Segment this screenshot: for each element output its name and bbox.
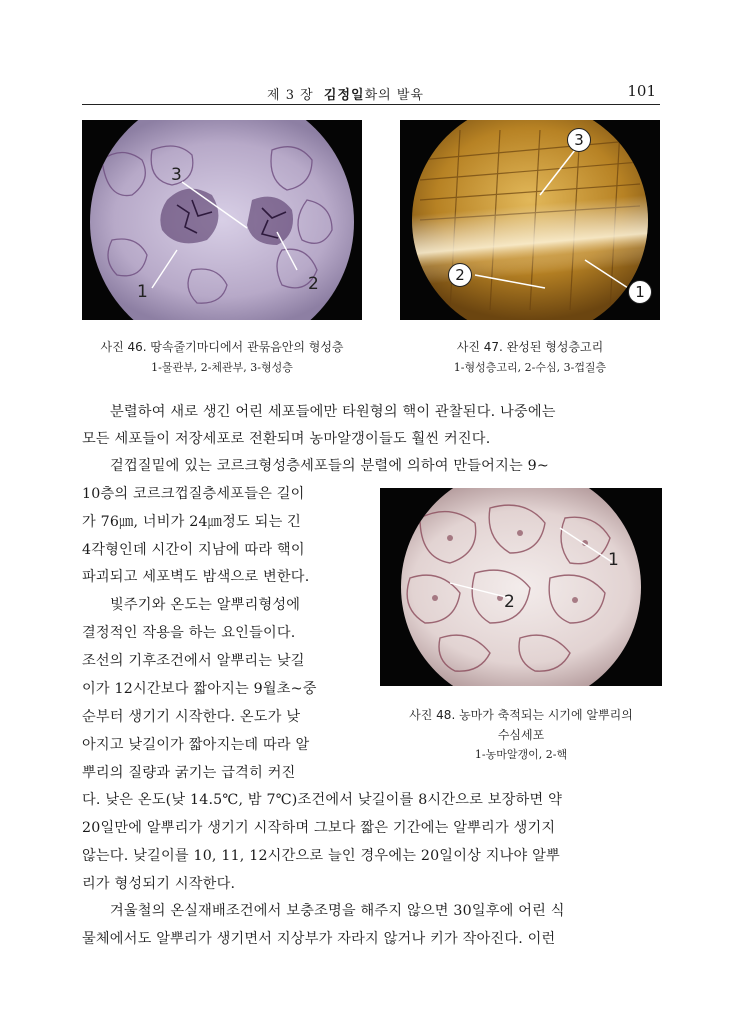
- body-line: 아지고 낮길이가 짧아지는데 따라 알: [82, 737, 310, 753]
- figure-46-legend: 1-물관부, 2-체관부, 3-형성층: [151, 361, 293, 374]
- body-line: 10층의 코르크껍질층세포들은 길이: [82, 486, 305, 502]
- body-line: 겉껍질밑에 있는 코르크형성층세포들의 분렬에 의하여 만들어지는 9~: [110, 458, 549, 474]
- figure-47-photo: [400, 120, 660, 320]
- body-line: 않는다. 낮길이를 10, 11, 12시간으로 늘인 경우에는 20일이상 지나야 알뿌: [82, 848, 560, 864]
- figure-46-caption: 사진 46. 땅속줄기마디에서 관묶음안의 형성층: [100, 340, 344, 354]
- body-line: 뿌리의 질량과 굵기는 급격히 커진: [82, 765, 296, 781]
- body-line: 20일만에 알뿌리가 생기기 시작하며 그보다 짧은 기간에는 알뿌리가 생기지: [82, 820, 556, 836]
- body-line: 결정적인 작용을 하는 요인들이다.: [82, 625, 296, 641]
- figure-48-marker: 2: [504, 592, 515, 612]
- page-number: 101: [627, 82, 656, 100]
- chapter-prefix: 제 3 장: [267, 88, 314, 103]
- body-line: 다. 낮은 온도(낮 14.5℃, 밤 7℃)조건에서 낮길이를 8시간으로 보장하면 약: [82, 792, 562, 808]
- chapter-name-rest: 화의 발육: [364, 88, 424, 103]
- figure-48-marker: 1: [608, 550, 619, 570]
- figure-46-marker: 3: [171, 165, 182, 185]
- body-line: 빛주기와 온도는 알뿌리형성에: [110, 597, 301, 613]
- figure-46-marker: 2: [308, 274, 319, 294]
- body-line: 이가 12시간보다 짧아지는 9월초~중: [82, 681, 317, 697]
- body-line: 조선의 기후조건에서 알뿌리는 낮길: [82, 653, 305, 669]
- chapter-name-bold: 김정일: [323, 88, 365, 103]
- body-line: 분렬하여 새로 생긴 어린 세포들에만 타원형의 핵이 관찰된다. 나중에는: [110, 404, 556, 420]
- body-line: 4각형인데 시간이 지남에 따라 핵이: [82, 542, 305, 558]
- chapter-title: [267, 84, 424, 103]
- figure-47-caption: 사진 47. 완성된 형성층고리: [456, 340, 604, 354]
- figure-48-photo: [380, 488, 662, 686]
- running-header: [82, 78, 660, 105]
- body-line: 모든 세포들이 저장세포로 전환되며 농마알갱이들도 훨씬 커진다.: [82, 431, 491, 447]
- body-line: 순부터 생기기 시작한다. 온도가 낮: [82, 709, 301, 725]
- figure-46-photo: [82, 120, 362, 320]
- body-line: 가 76㎛, 너비가 24㎛정도 되는 긴: [82, 514, 302, 530]
- figure-48-caption-line1: 사진 48. 농마가 축적되는 시기에 알뿌리의: [409, 708, 633, 722]
- figure-46-marker: 1: [137, 282, 148, 302]
- figure-47-legend: 1-형성층고리, 2-수심, 3-껍질층: [453, 361, 607, 374]
- figure-47-marker: 2: [448, 263, 472, 287]
- figure-47-marker: 1: [628, 280, 652, 304]
- figure-48-legend: 1-농마알갱이, 2-핵: [474, 748, 568, 761]
- body-line: 물체에서도 알뿌리가 생기면서 지상부가 자라지 않거나 키가 작아진다. 이런: [82, 931, 556, 947]
- body-line: 파괴되고 세포벽도 밤색으로 변한다.: [82, 569, 310, 585]
- body-line: 겨울철의 온실재배조건에서 보충조명을 해주지 않으면 30일후에 어린 식: [110, 903, 565, 919]
- figure-47-marker: 3: [567, 128, 591, 152]
- figure-48-caption-line2: 수심세포: [497, 728, 545, 742]
- body-line: 리가 형성되기 시작한다.: [82, 876, 236, 892]
